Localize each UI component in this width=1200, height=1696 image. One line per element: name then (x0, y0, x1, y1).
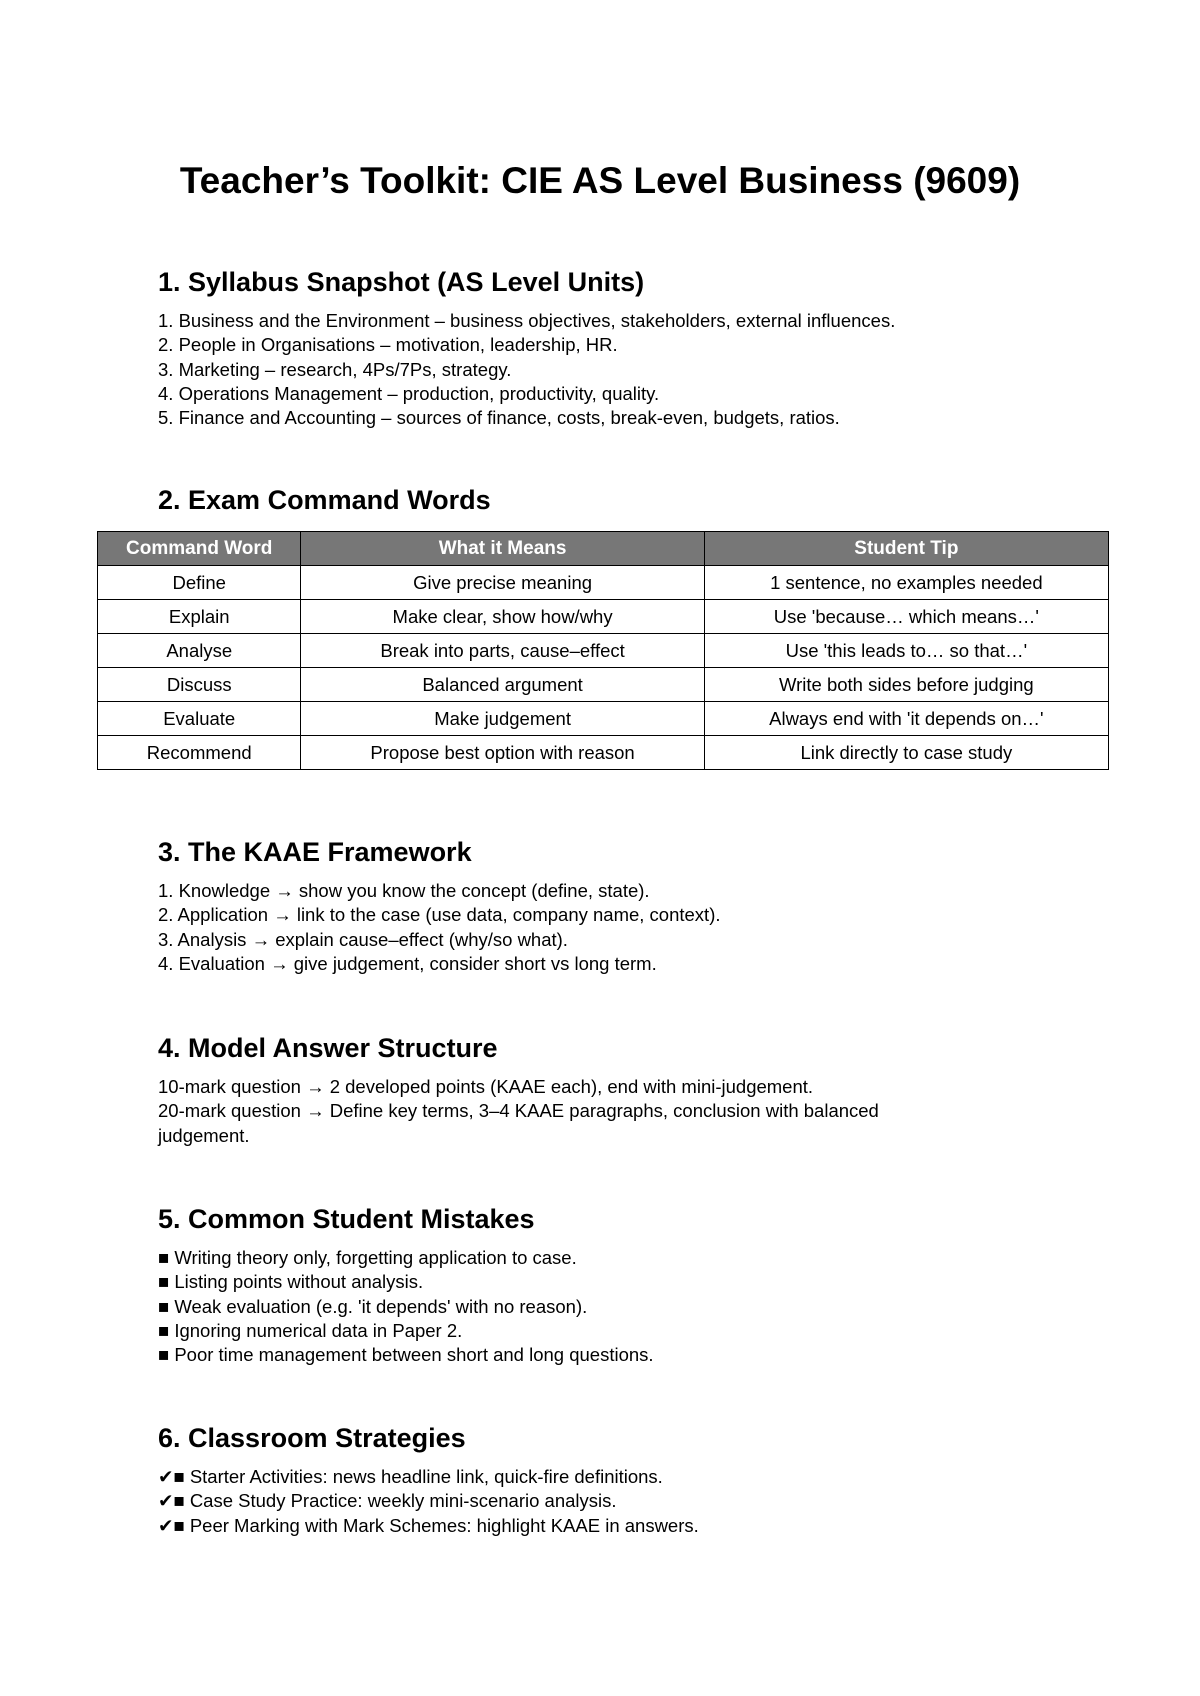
list-item: ✔■ Case Study Practice: weekly mini-scenario analysis. (158, 1490, 617, 1512)
list-item: ■ Listing points without analysis. (158, 1271, 424, 1293)
strategies-list (158, 1465, 1058, 1538)
model-answer-section (158, 1031, 1058, 1148)
column-header: What it Means (301, 532, 704, 566)
table-cell: Explain (98, 600, 301, 634)
table-cell: Balanced argument (301, 668, 704, 702)
table-cell: Always end with 'it depends on…' (704, 702, 1108, 736)
mistakes-list (158, 1246, 1058, 1367)
list-item: 3. Analysis → explain cause–effect (why/so what). (158, 928, 568, 950)
table-header-row (98, 532, 1109, 566)
table-cell: Use 'this leads to… so that…' (704, 634, 1108, 668)
list-item: 4. Operations Management – production, productivity, quality. (158, 382, 660, 404)
table-cell: Define (98, 566, 301, 600)
table-cell: Recommend (98, 736, 301, 770)
list-item: ■ Weak evaluation (e.g. 'it depends' with no reason). (158, 1295, 588, 1317)
list-item: 4. Evaluation → give judgement, consider short vs long term. (158, 952, 657, 974)
section-heading: 4. Model Answer Structure (158, 1033, 498, 1063)
table-cell: Break into parts, cause–effect (301, 634, 704, 668)
kaae-list (158, 879, 1058, 976)
paragraph: 20-mark question → Define key terms, 3–4 KAAE paragraphs, conclusion with balanced judgement. (158, 1100, 879, 1146)
table-row (98, 702, 1109, 736)
table-row (98, 668, 1109, 702)
list-item: 2. Application → link to the case (use data, company name, context). (158, 904, 721, 926)
list-item: ■ Writing theory only, forgetting application to case. (158, 1247, 577, 1268)
table-cell: Write both sides before judging (704, 668, 1108, 702)
command-words-table (97, 531, 1109, 770)
list-item: 3. Marketing – research, 4Ps/7Ps, strategy. (158, 358, 512, 380)
table-row (98, 736, 1109, 770)
list-item: 2. People in Organisations – motivation, leadership, HR. (158, 334, 618, 356)
strategies-section (158, 1421, 1058, 1538)
list-item: 5. Finance and Accounting – sources of finance, costs, break-even, budgets, ratios. (158, 407, 840, 429)
list-item: 1. Business and the Environment – business objectives, stakeholders, external influences. (158, 310, 896, 331)
table-cell: Make clear, show how/why (301, 600, 704, 634)
table-cell: Evaluate (98, 702, 301, 736)
syllabus-section (158, 265, 1058, 430)
list-item: ✔■ Peer Marking with Mark Schemes: highlight KAAE in answers. (158, 1514, 699, 1536)
table-cell: Make judgement (301, 702, 704, 736)
section-heading: 5. Common Student Mistakes (158, 1204, 535, 1234)
kaae-section (158, 835, 1058, 976)
section-heading: 3. The KAAE Framework (158, 837, 472, 867)
list-item: ✔■ Starter Activities: news headline link, quick-fire definitions. (158, 1466, 663, 1487)
column-header: Command Word (98, 532, 301, 566)
table-cell: Use 'because… which means…' (704, 600, 1108, 634)
column-header: Student Tip (704, 532, 1108, 566)
table-cell: Discuss (98, 668, 301, 702)
table-cell: 1 sentence, no examples needed (704, 566, 1108, 600)
document-title: Teacher’s Toolkit: CIE AS Level Business (9609) (179, 160, 1021, 201)
paragraph: 10-mark question → 2 developed points (KAAE each), end with mini-judgement. (158, 1076, 814, 1097)
mistakes-section (158, 1202, 1058, 1367)
list-item: 1. Knowledge → show you know the concept (define, state). (158, 880, 650, 901)
section-heading: 6. Classroom Strategies (158, 1423, 466, 1453)
table-cell: Propose best option with reason (301, 736, 704, 770)
table-row (98, 600, 1109, 634)
section-heading: 1. Syllabus Snapshot (AS Level Units) (158, 267, 645, 297)
table-cell: Give precise meaning (301, 566, 704, 600)
section-heading: 2. Exam Command Words (158, 485, 491, 515)
syllabus-list (158, 309, 1058, 430)
command-words-section (158, 483, 1058, 527)
table-row (98, 566, 1109, 600)
list-item: ■ Ignoring numerical data in Paper 2. (158, 1319, 463, 1341)
table-row (98, 634, 1109, 668)
table-cell: Link directly to case study (704, 736, 1108, 770)
table-cell: Analyse (98, 634, 301, 668)
list-item: ■ Poor time management between short and long questions. (158, 1344, 654, 1366)
